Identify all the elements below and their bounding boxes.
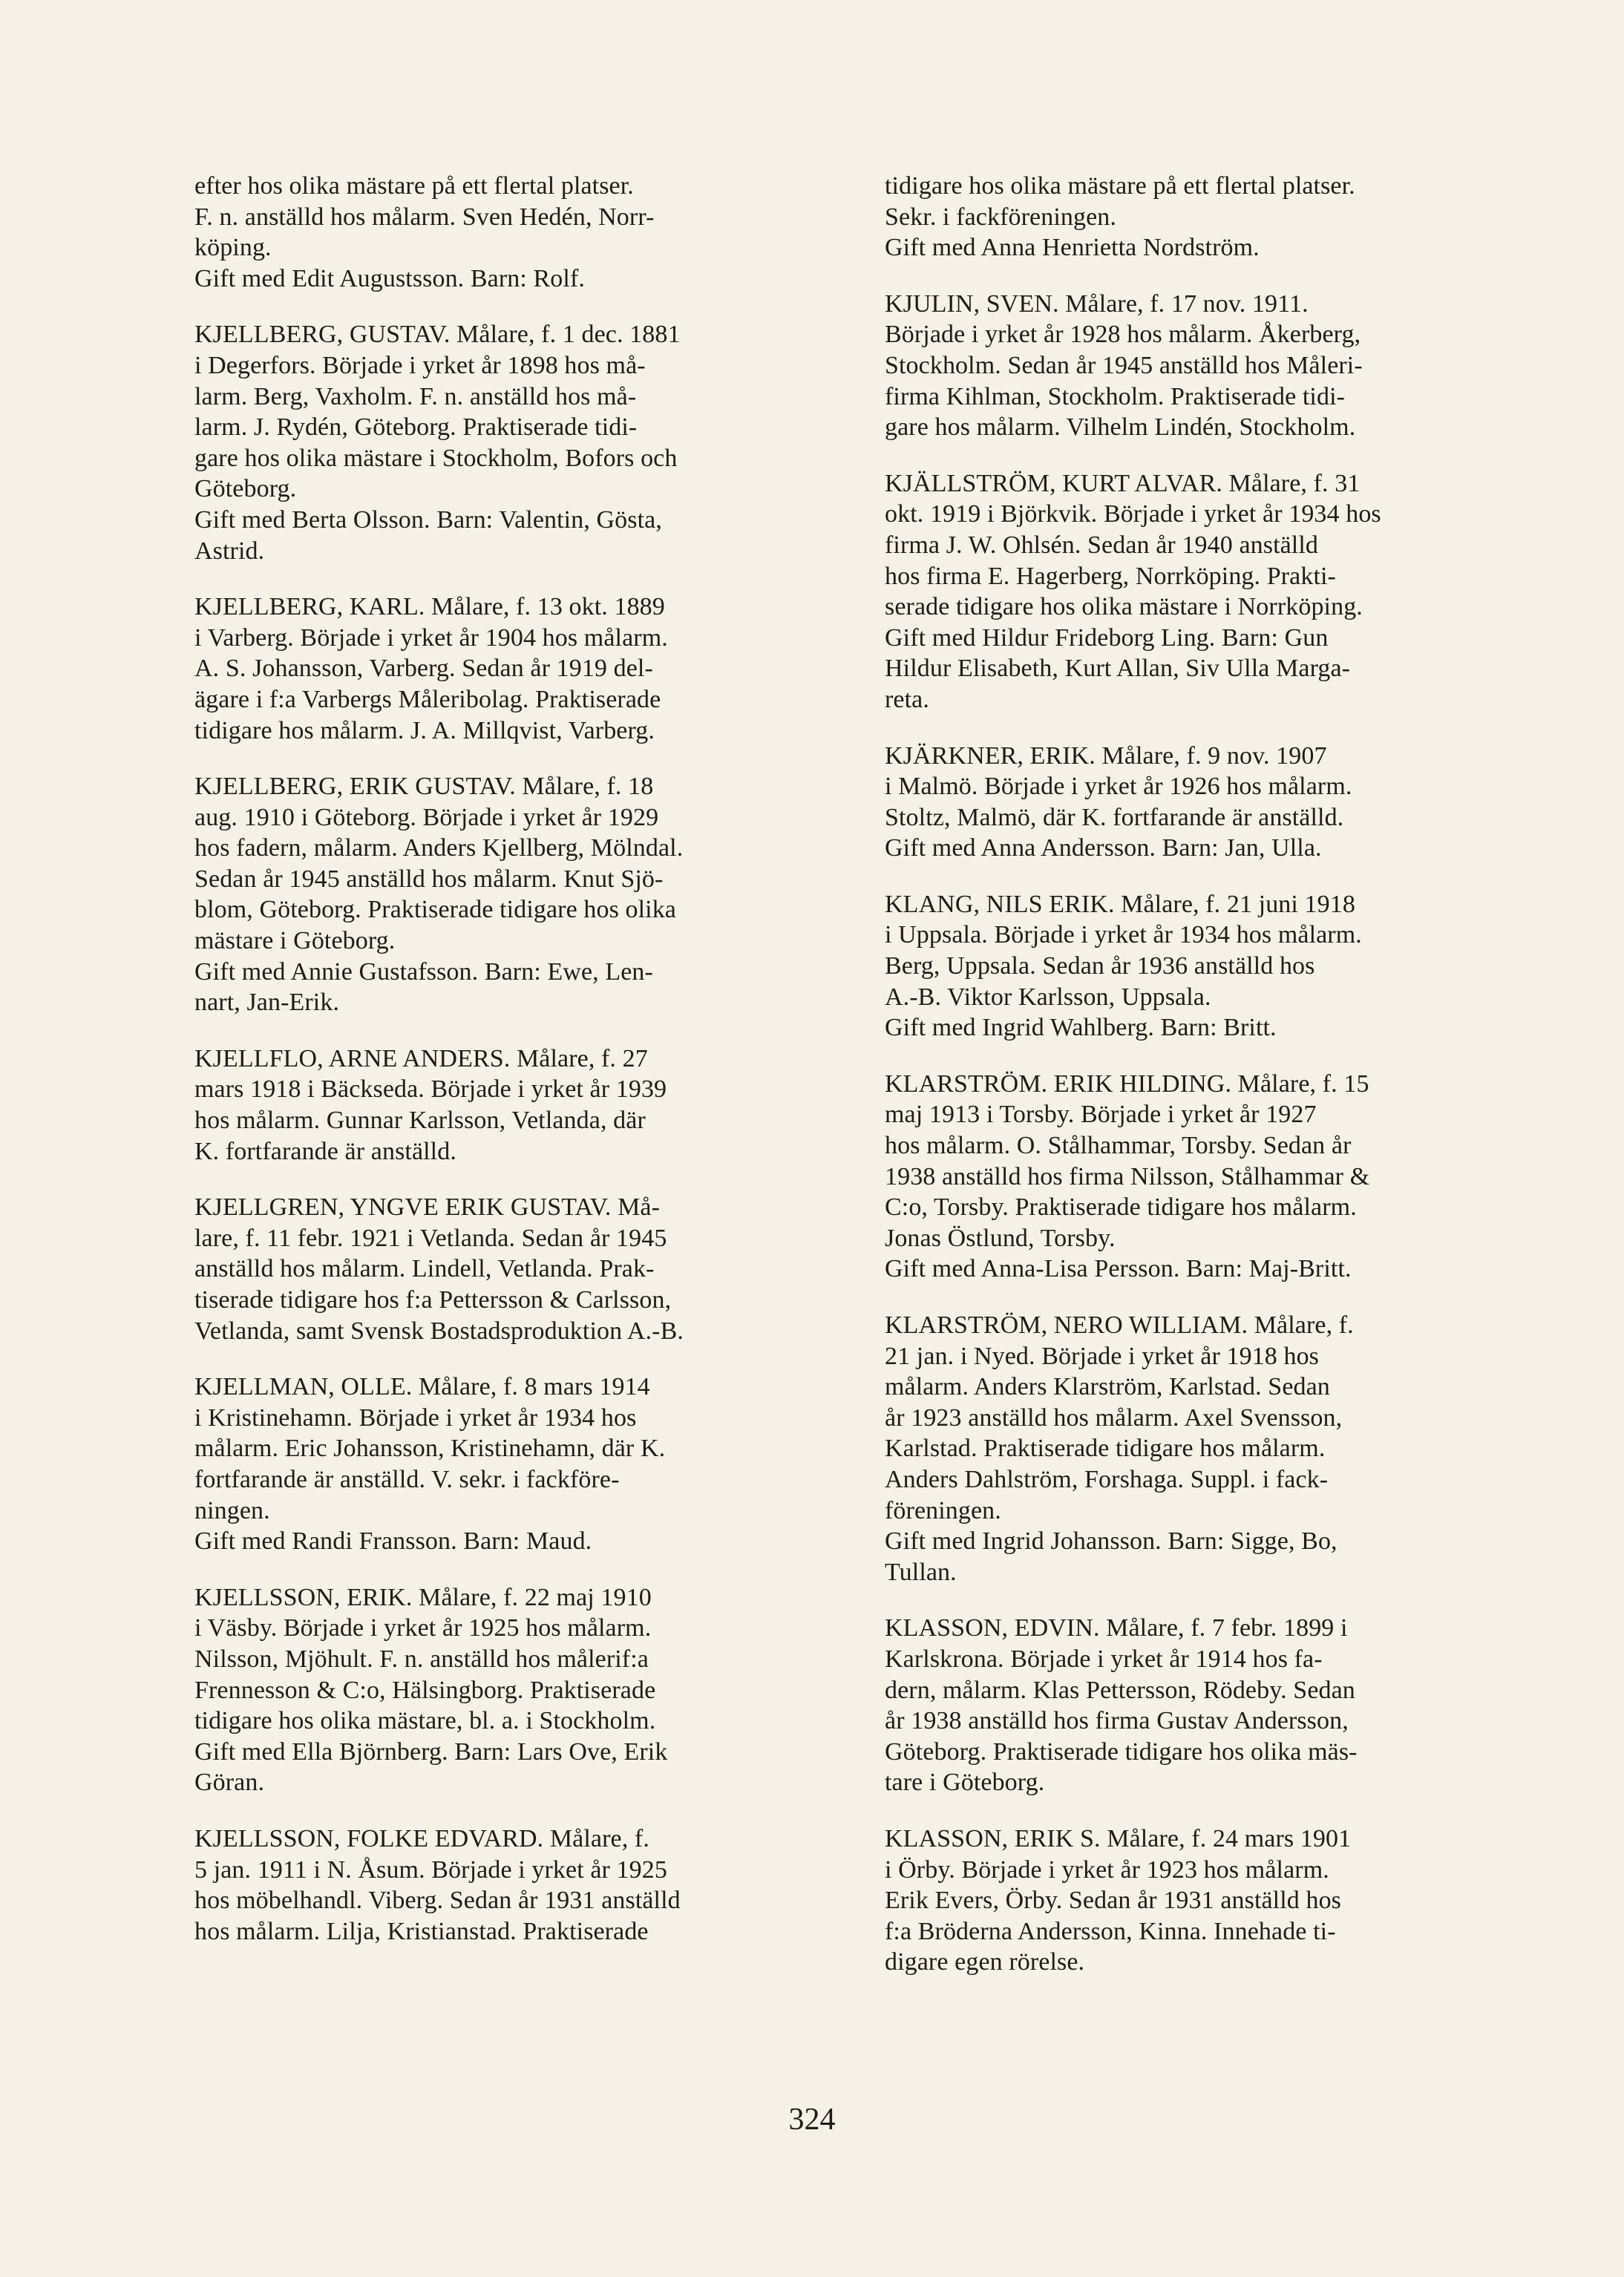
entry [885,1069,1530,1285]
entry [885,171,1530,263]
text-line: KJÄLLSTRÖM, KURT ALVAR. Målare, f. 31 [885,469,1361,497]
text-line: i Varberg. Började i yrket år 1904 hos målarm. [194,623,668,652]
text-line: tiserade tidigare hos f:a Pettersson & Carlsson, [194,1286,672,1314]
text-line: KJELLSSON, ERIK. Målare, f. 22 maj 1910 [194,1583,652,1611]
text-line: fortfarande är anställd. V. sekr. i fackföre- [194,1465,620,1493]
text-line: KJELLGREN, YNGVE ERIK GUSTAV. Må- [194,1193,661,1222]
entry [885,1613,1530,1798]
text-line: Hildur Elisabeth, Kurt Allan, Siv Ulla Marga- [885,655,1351,683]
text-line: Erik Evers, Örby. Sedan år 1931 anställd hos [885,1887,1342,1915]
text-line: i Degerfors. Började i yrket år 1898 hos må- [194,351,646,379]
text-line: KJELLFLO, ARNE ANDERS. Målare, f. 27 [194,1044,648,1072]
text-line: Göran. [194,1769,265,1797]
text-line: Gift med Ella Björnberg. Barn: Lars Ove, Erik [194,1737,668,1766]
text-line: Började i yrket år 1928 hos målarm. Åkerberg, [885,321,1361,349]
text-line: firma J. W. Ohlsén. Sedan år 1940 anställd [885,531,1318,559]
text-line: Sekr. i fackföreningen. [885,203,1116,231]
text-line: Göteborg. Praktiserade tidigare hos olika mäs- [885,1737,1358,1766]
text-line: blom, Göteborg. Praktiserade tidigare hos olika [194,896,676,924]
entry [194,171,840,294]
text-line: Gift med Anna Andersson. Barn: Jan, Ulla. [885,834,1322,862]
text-line: ningen. [194,1496,270,1524]
text-line: reta. [885,685,929,713]
text-line: Frennesson & C:o, Hälsingborg. Praktiserade [194,1676,656,1704]
text-line: målarm. Anders Klarström, Karlstad. Sedan [885,1373,1330,1401]
entry [885,289,1530,443]
text-line: Sedan år 1945 anställd hos målarm. Knut Sjö- [194,865,664,893]
text-line: Gift med Berta Olsson. Barn: Valentin, Gösta, [194,505,662,534]
entry [885,1824,1530,1978]
text-line: Göteborg. [194,475,297,503]
entry [194,1044,840,1167]
text-line: KLARSTRÖM, NERO WILLIAM. Målare, f. [885,1311,1354,1339]
text-line: Nilsson, Mjöhult. F. n. anställd hos målerif:a [194,1645,649,1673]
entry [885,468,1530,715]
text-line: Berg, Uppsala. Sedan år 1936 anställd hos [885,952,1315,980]
text-line: målarm. Eric Johansson, Kristinehamn, där K. [194,1435,666,1463]
text-line: Gift med Hildur Frideborg Ling. Barn: Gun [885,623,1329,652]
text-line: Stoltz, Malmö, där K. fortfarande är anställd. [885,803,1344,831]
entry [885,1310,1530,1588]
text-line: hos målarm. Lilja, Kristianstad. Praktiserade [194,1917,649,1945]
text-line: KJELLBERG, GUSTAV. Målare, f. 1 dec. 1881 [194,321,681,349]
text-line: KLANG, NILS ERIK. Målare, f. 21 juni 1918 [885,890,1355,918]
text-line: dern, målarm. Klas Pettersson, Rödeby. Sedan [885,1676,1355,1704]
text-line: år 1938 anställd hos firma Gustav Andersson, [885,1707,1349,1735]
text-line: Vetlanda, samt Svensk Bostadsproduktion A.-B. [194,1317,684,1345]
text-line: f:a Bröderna Andersson, Kinna. Innehade ti- [885,1917,1336,1945]
text-line: KJELLSSON, FOLKE EDVARD. Målare, f. [194,1824,649,1852]
text-line: köping. [194,234,272,262]
text-line: 5 jan. 1911 i N. Åsum. Började i yrket år 1925 [194,1855,667,1884]
text-line: 21 jan. i Nyed. Började i yrket år 1918 hos [885,1342,1320,1370]
entry [194,771,840,1018]
text-line: hos målarm. O. Stålhammar, Torsby. Sedan år [885,1132,1352,1160]
text-line: hos målarm. Gunnar Karlsson, Vetlanda, där [194,1107,646,1135]
text-line: Gift med Randi Fransson. Barn: Maud. [194,1527,592,1556]
text-line: Gift med Anna-Lisa Persson. Barn: Maj-Britt. [885,1255,1352,1283]
text-line: Jonas Östlund, Torsby. [885,1224,1116,1252]
text-line: Anders Dahlström, Forshaga. Suppl. i fack- [885,1465,1329,1493]
text-line: tidigare hos olika mästare på ett flertal platser. [885,172,1355,200]
text-line: i Uppsala. Började i yrket år 1934 hos målarm. [885,921,1362,949]
text-line: anställd hos målarm. Lindell, Vetlanda. Prak- [194,1255,655,1283]
text-line: Gift med Ingrid Johansson. Barn: Sigge, Bo, [885,1527,1337,1556]
text-line: KJULIN, SVEN. Målare, f. 17 nov. 1911. [885,289,1309,318]
text-line: ägare i f:a Varbergs Måleribolag. Praktiserade [194,685,661,713]
text-line: firma Kihlman, Stockholm. Praktiserade tidi- [885,382,1346,410]
text-line: nart, Jan-Erik. [194,989,340,1017]
text-line: digare egen rörelse. [885,1948,1085,1976]
entry [194,1192,840,1346]
page-number: 324 [788,2103,836,2137]
text-line: tidigare hos olika mästare, bl. a. i Stockholm. [194,1707,656,1735]
text-line: hos möbelhandl. Viberg. Sedan år 1931 anställd [194,1887,681,1915]
entry [194,319,840,566]
text-line: i Örby. Började i yrket år 1923 hos målarm. [885,1855,1329,1884]
text-line: KJELLMAN, OLLE. Målare, f. 8 mars 1914 [194,1373,650,1401]
text-line: F. n. anställd hos målarm. Sven Hedén, Norr- [194,203,655,231]
text-line: lare, f. 11 febr. 1921 i Vetlanda. Sedan år 1945 [194,1224,667,1252]
text-line: KJELLBERG, ERIK GUSTAV. Målare, f. 18 [194,773,654,801]
text-line: okt. 1919 i Björkvik. Började i yrket år 1934 hos [885,500,1381,528]
text-line: KJÄRKNER, ERIK. Målare, f. 9 nov. 1907 [885,741,1327,770]
text-line: år 1923 anställd hos målarm. Axel Svensson, [885,1403,1343,1432]
text-line: KLARSTRÖM. ERIK HILDING. Målare, f. 15 [885,1069,1369,1098]
text-line: KLASSON, EDVIN. Målare, f. 7 febr. 1899 i [885,1614,1348,1642]
entry [194,1372,840,1557]
text-line: hos fadern, målarm. Anders Kjellberg, Mölndal. [194,834,684,862]
text-line: mars 1918 i Bäckseda. Började i yrket år 1939 [194,1075,667,1104]
text-line: tidigare hos målarm. J. A. Millqvist, Varberg. [194,716,655,744]
text-line: tare i Göteborg. [885,1769,1045,1797]
entry [885,741,1530,864]
text-line: A.-B. Viktor Karlsson, Uppsala. [885,983,1211,1011]
text-line: A. S. Johansson, Varberg. Sedan år 1919 del- [194,655,653,683]
text-line: Gift med Ingrid Wahlberg. Barn: Britt. [885,1014,1277,1042]
text-line: Karlskrona. Började i yrket år 1914 hos fa- [885,1645,1323,1673]
text-line: Gift med Anna Henrietta Nordström. [885,234,1260,262]
text-line: föreningen. [885,1496,1001,1524]
text-line: Gift med Edit Augustsson. Barn: Rolf. [194,264,585,292]
text-line: i Väsby. Började i yrket år 1925 hos målarm. [194,1614,652,1642]
text-line: K. fortfarande är anställd. [194,1137,456,1165]
entry [194,1824,840,1947]
text-line: i Malmö. Började i yrket år 1926 hos målarm. [885,773,1352,801]
text-line: mästare i Göteborg. [194,927,396,955]
text-line: Astrid. [194,537,265,565]
text-line: larm. J. Rydén, Göteborg. Praktiserade tidi- [194,413,638,442]
text-line: 1938 anställd hos firma Nilsson, Stålhammar & [885,1162,1370,1190]
text-line: larm. Berg, Vaxholm. F. n. anställd hos må- [194,382,637,410]
entry [194,1582,840,1798]
text-line: i Kristinehamn. Började i yrket år 1934 hos [194,1403,637,1432]
text-line: gare hos målarm. Vilhelm Lindén, Stockholm. [885,413,1356,442]
text-line: hos firma E. Hagerberg, Norrköping. Prakti- [885,562,1336,590]
left-column [194,171,840,1972]
text-line: gare hos olika mästare i Stockholm, Bofors och [194,444,678,472]
text-line: maj 1913 i Torsby. Började i yrket år 1927 [885,1101,1317,1129]
right-column [885,171,1530,2003]
text-line: aug. 1910 i Göteborg. Började i yrket år 1929 [194,803,659,831]
text-line: KLASSON, ERIK S. Målare, f. 24 mars 1901 [885,1824,1352,1852]
entry [194,592,840,746]
text-line: Gift med Annie Gustafsson. Barn: Ewe, Len- [194,957,653,986]
entry [885,889,1530,1044]
text-line: C:o, Torsby. Praktiserade tidigare hos målarm. [885,1193,1357,1222]
text-line: efter hos olika mästare på ett flertal platser. [194,172,634,200]
text-line: Tullan. [885,1558,957,1586]
text-line: Stockholm. Sedan år 1945 anställd hos Måleri- [885,351,1363,379]
text-line: serade tidigare hos olika mästare i Norrköping. [885,593,1363,621]
text-line: KJELLBERG, KARL. Målare, f. 13 okt. 1889 [194,593,665,621]
text-line: Karlstad. Praktiserade tidigare hos målarm. [885,1435,1326,1463]
